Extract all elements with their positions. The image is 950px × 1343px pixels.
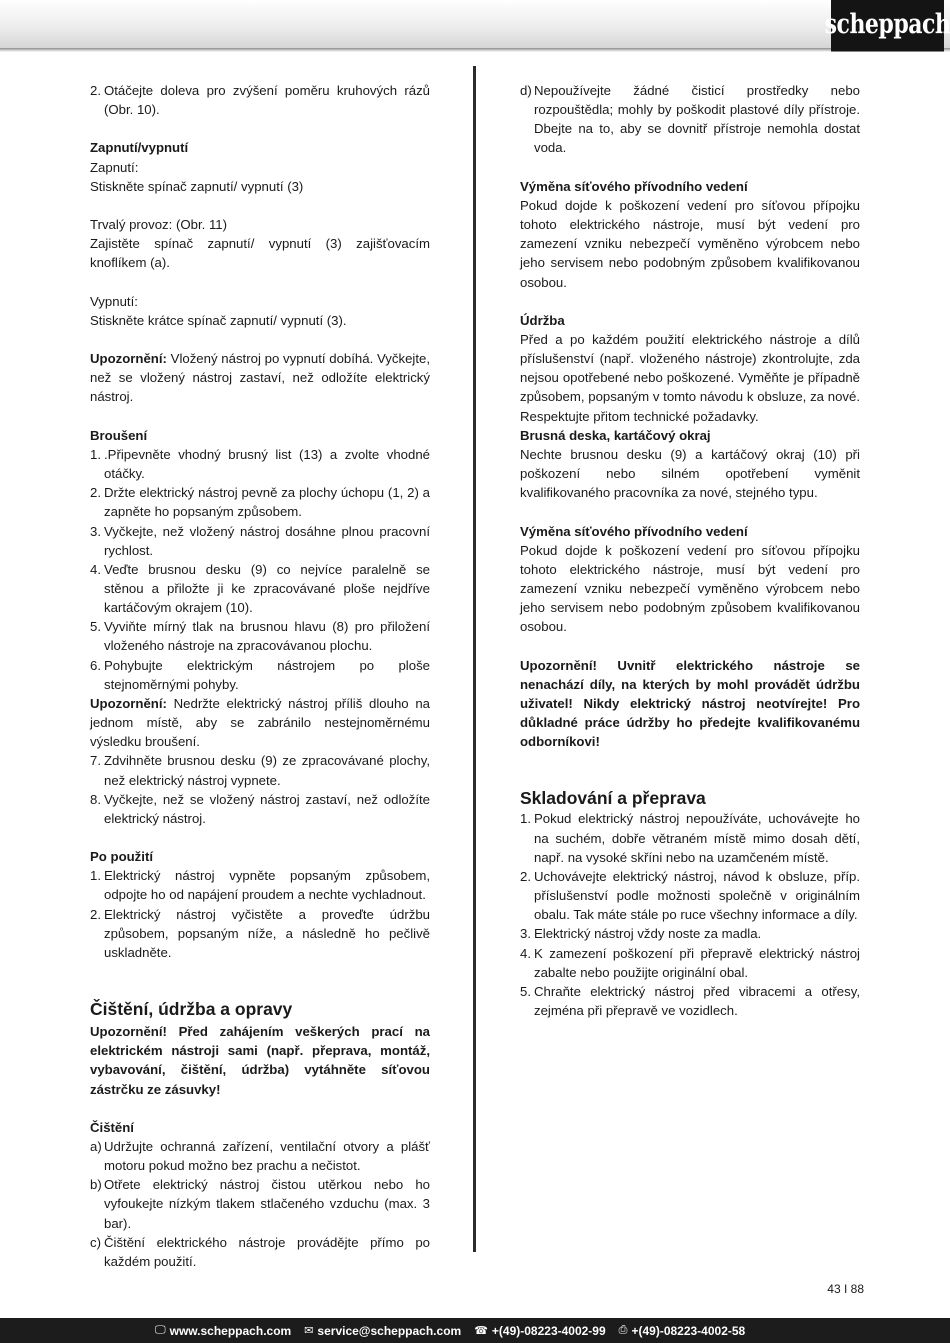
- list-item: [520, 924, 860, 943]
- list-item-number: 8.: [90, 791, 101, 807]
- fax-icon: ⎙: [618, 1324, 628, 1336]
- list-item: d) Nepoužívejte žádné čisticí prostředky nebo rozpouštědla; mohly by poškodit plastové díly přístroje. Dbejte na to, aby se dovnitř přístroje nemohla dostat voda.: [520, 83, 860, 156]
- list-item: [90, 1137, 430, 1175]
- list-item: [520, 944, 860, 982]
- section-heading-grinding: Broušení: [90, 427, 148, 443]
- list-item-number: 5.: [520, 983, 531, 999]
- section-heading-maintenance: Údržba: [520, 312, 565, 328]
- list-item: [90, 866, 430, 904]
- phone-icon: ☎: [474, 1325, 488, 1337]
- list-item-number: 1.: [90, 868, 101, 884]
- list-item: 2. Otáčejte doleva pro zvýšení poměru kruhových rázů (Obr. 10).: [90, 83, 430, 118]
- list-item-number: 6.: [90, 657, 101, 673]
- header-bar: [0, 0, 950, 48]
- scheppach-logo: scheppach: [831, 0, 944, 52]
- section-heading-cleaning: Čištění: [90, 1119, 134, 1135]
- continuous-text: Zajistěte spínač zapnutí/ vypnutí (3) zajišťovacím knoflíkem (a).: [90, 236, 430, 271]
- list-item-text: Udržujte ochranná zařízení, ventilační otvory a plášť motoru pokud možno bez prachu a nečistot.: [104, 1139, 430, 1174]
- list-item: [90, 483, 430, 521]
- list-item: [90, 1233, 430, 1271]
- list-item-text: Držte elektrický nástroj pevně za plochy úchopu (1, 2) a zapněte ho popsaným způsobem.: [104, 485, 430, 520]
- list-item-text: Vyčkejte, než vložený nástroj dosáhne plnou pracovní rychlost.: [104, 523, 430, 558]
- list-item-text: K zamezení poškození při přepravě elektrický nástroj zabalte nebo použijte originální obal.: [534, 945, 860, 980]
- list-item-number: 5.: [90, 619, 101, 635]
- on-label: Zapnutí:: [90, 159, 139, 175]
- list-item: [90, 656, 430, 694]
- list-item: [90, 751, 430, 789]
- maintenance-text: Před a po každém použití elektrického nástroje a dílů příslušenství (např. vloženého nástroje) zkontrolujte, zda nejsou opotřebené nebo poškozené. Vyměňte je případně způsobem, popsaným v tomto návodu k obsluze, za nové. Respektujte přitom technické požadavky.: [520, 332, 860, 424]
- list-item-number: 2.: [520, 868, 531, 884]
- list-item-text: Chraňte elektrický nástroj před vibracemi a otřesy, zejména při přepravě ve vozidlech.: [534, 983, 860, 1018]
- section-heading-switch: Zapnutí/vypnutí: [90, 140, 189, 156]
- off-label: Vypnutí:: [90, 293, 138, 309]
- section-heading-pad: Brusná deska, kartáčový okraj: [520, 427, 711, 443]
- maintenance-warning: Upozornění! Uvnitř elektrického nástroje se nenachází díly, na kterých by mohl provádět údržbu uživatel! Nikdy elektrický nástroj neotvírejte! Pro důkladné práce údržby ho předejte kvalifikovanému odborníkovi!: [520, 657, 860, 750]
- footer-web[interactable]: 🖵 www.scheppach.com: [155, 1323, 292, 1338]
- list-item-number: 4.: [90, 561, 101, 577]
- note-paragraph: Upozornění: Nedržte elektrický nástroj příliš dlouho na jednom místě, aby se zabránilo nestejnoměrnému výsledku broušení.: [90, 695, 430, 750]
- on-text: Stiskněte spínač zapnutí/ vypnutí (3): [90, 178, 304, 194]
- list-item: [520, 809, 860, 866]
- footer-email[interactable]: ✉ service@scheppach.com: [304, 1323, 462, 1338]
- list-item-text: Otřete elektrický nástroj čistou utěrkou nebo ho vyfoukejte nízkým tlakem stlačeného vzduchu (max. 3 bar).: [104, 1177, 430, 1231]
- list-item-text: Veďte brusnou desku (9) co nejvíce paralelně se stěnou a přiložte ji ke zpracovávané ploše nejdříve kartáčovým okrajem (10).: [104, 561, 430, 616]
- column-divider: [473, 66, 476, 1252]
- list-item: [90, 560, 430, 617]
- note-paragraph: Upozornění: Vložený nástroj po vypnutí dobíhá. Vyčkejte, než se vložený nástroj zastaví, než odložíte elektrický nástroj.: [90, 351, 430, 405]
- left-column: [90, 81, 430, 1271]
- cleaning-warning: Upozornění! Před zahájením veškerých prací na elektrickém nástroji sami (např. přeprava, montáž, vybavování, čištění, údržba) vytáhněte síťovou zástrčku ze zásuvky!: [90, 1024, 430, 1097]
- list-item-text: Pohybujte elektrickým nástrojem po ploše stejnoměrnými pohyby.: [104, 657, 430, 692]
- footer-fax: ⎙ +(49)-08223-4002-58: [618, 1323, 746, 1338]
- list-item: [90, 445, 430, 483]
- list-item-text: Elektrický nástroj vyčistěte a proveďte údržbu způsobem, popsaným níže, a následně ho pečlivě uskladněte.: [104, 906, 430, 960]
- off-text: Stiskněte krátce spínač zapnutí/ vypnutí (3).: [90, 312, 347, 328]
- list-item-number: a): [90, 1139, 102, 1155]
- list-item: [90, 790, 430, 828]
- list-item: [90, 617, 430, 655]
- page-number: 43 I 88: [827, 1282, 864, 1296]
- header-shadow: [0, 48, 950, 52]
- cleaning-list: [90, 1137, 430, 1271]
- list-item-text: .Připevněte vhodný brusný list (13) a zvolte vhodné otáčky.: [104, 446, 430, 482]
- list-item-number: 3.: [520, 926, 531, 942]
- list-item-text: Čištění elektrického nástroje provádějte přímo po každém použití.: [104, 1234, 430, 1269]
- list-item-text: Vyčkejte, než se vložený nástroj zastaví, než odložíte elektrický nástroj.: [104, 791, 430, 826]
- continuous-label: Trvalý provoz: (Obr. 11): [90, 217, 228, 233]
- list-item: [90, 905, 430, 962]
- cable-text: Pokud dojde k poškození vedení pro síťovou přípojku tohoto elektrického nástroje, musí být vedení pro zamezení vzniku nebezpečí vyměněno výrobcem nebo jeho servisem nebo podobným způsobem kvalifikovanou osobou.: [520, 542, 860, 635]
- list-item-number: b): [90, 1177, 102, 1193]
- section-heading-after-use: Po použití: [90, 849, 153, 865]
- list-item: [520, 867, 860, 924]
- list-item-number: 1.: [90, 446, 101, 462]
- list-item-number: 2.: [90, 906, 101, 922]
- list-item-number: 7.: [90, 753, 101, 769]
- storage-list: [520, 809, 860, 1020]
- list-item-text: Pokud elektrický nástroj nepoužíváte, uchovávejte ho na suchém, dobře větraném místě mimo dosah dětí, např. na vysoké skříni nebo na uzamčeném místě.: [534, 811, 860, 865]
- storage-section-title: Skladování a přeprava: [520, 788, 706, 809]
- list-item-number: 4.: [520, 945, 531, 961]
- list-item-text: Uchovávejte elektrický nástroj, návod k obsluze, příp. příslušenství podle možnosti společně v originálním obalu. Tak máte stále po ruce všechny informace a díly.: [534, 868, 860, 923]
- list-item: [90, 522, 430, 560]
- list-item-number: 2.: [90, 485, 101, 501]
- grinding-list-a: [90, 445, 430, 694]
- list-item: [520, 982, 860, 1020]
- list-item-number: c): [90, 1234, 101, 1250]
- envelope-icon: ✉: [304, 1325, 314, 1337]
- footer-bar: [0, 1318, 950, 1343]
- footer-phone: ☎ +(49)-08223-4002-99: [474, 1323, 606, 1338]
- list-item-text: Elektrický nástroj vypněte popsaným způsobem, odpojte ho od napájení proudem a nechte vychladnout.: [104, 868, 430, 903]
- list-item-number: 1.: [520, 811, 531, 827]
- after-use-list: [90, 866, 430, 962]
- section-heading-cable: Výměna síťového přívodního vedení: [520, 523, 748, 539]
- monitor-icon: 🖵: [155, 1324, 166, 1336]
- section-heading-cable: Výměna síťového přívodního vedení: [520, 178, 748, 194]
- right-column: [520, 81, 860, 1020]
- list-item: [90, 1175, 430, 1232]
- list-item-text: Zdvihněte brusnou desku (9) ze zpracovávané plochy, než elektrický nástroj vypnete.: [104, 753, 430, 788]
- list-item-text: Elektrický nástroj vždy noste za madla.: [534, 926, 762, 942]
- cleaning-section-title: Čištění, údržba a opravy: [90, 999, 293, 1020]
- grinding-list-b: [90, 751, 430, 828]
- cable-text: Pokud dojde k poškození vedení pro síťovou přípojku tohoto elektrického nástroje, musí být vedení pro zamezení vzniku nebezpečí vyměněno výrobcem nebo jeho servisem nebo podobným způsobem kvalifikovanou osobou.: [520, 197, 860, 290]
- pad-text: Nechte brusnou desku (9) a kartáčový okraj (10) při poškození nebo silném opotřebení vyměnit kvalifikovaného pracovníka za nové, stejného typu.: [520, 446, 860, 501]
- list-item-number: 3.: [90, 523, 101, 539]
- list-item-text: Vyviňte mírný tlak na brusnou hlavu (8) pro přiložení vloženého nástroje na zpracovávanou plochu.: [104, 619, 430, 654]
